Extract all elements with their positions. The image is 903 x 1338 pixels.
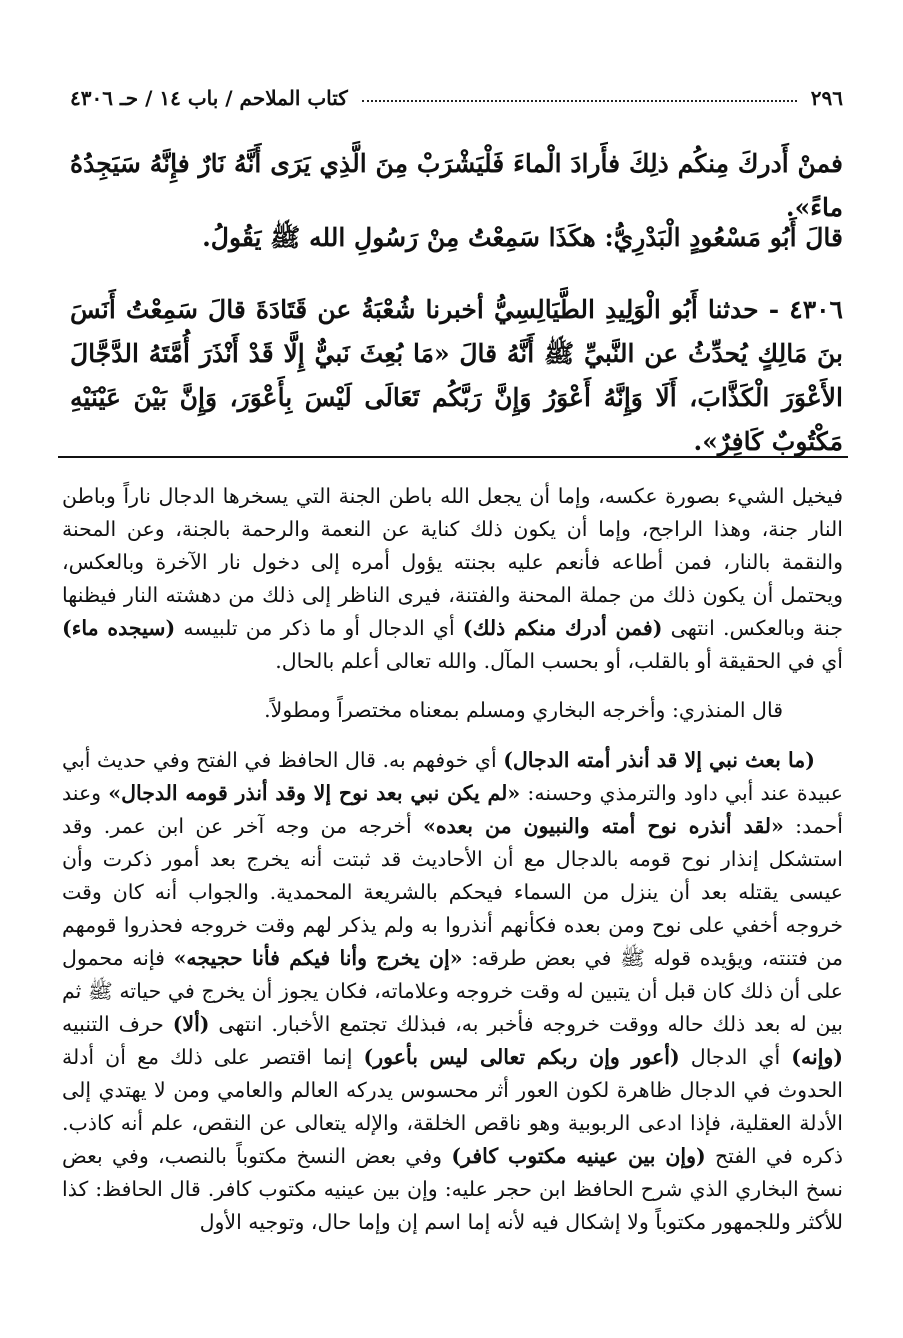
- commentary-text: فإنه محمول على أن ذلك كان قبل أن يتبين له وقت خروجه وعلاماته، فكان يجوز أن يخرج في حياته ﷺ ثم بين له بعد ذلك حاله ووقت خروجه فأخبر به، فبذلك تجتمع الأخبار. انتهى: [62, 946, 843, 1036]
- commentary-text: أخرجه من وجه آخر عن ابن عمر. وقد استشكل إنذار نوح قومه بالدجال مع أن الأحاديث قد ثبتت أنه يخرج بعد أمور ذكرت وأن عيسى يقتله بعد أن ينزل من السماء فيحكم بالشريعة المحمدية. والجواب أنه كان وقت خروجه أخفي على نوح ومن بعده فكأنهم أنذروا به ولم يذكر لهم وقت خروجه فحذروا قومهم من فتنته، ويؤيده قوله ﷺ في بعض طرقه:: [62, 814, 843, 970]
- commentary-text: أي الدجال أو ما ذكر من تلبيسه: [183, 616, 455, 640]
- quoted-hadith: «لقد أنذره نوح أمته والنبيون من بعده»: [423, 814, 784, 838]
- commentary-text: إنما اقتصر على ذلك مع أن أدلة الحدوث في الدجال ظاهرة لكون العور أثر محسوس يدركه العالم والعامي ومن لا يهتدي إلى الأدلة العقلية، فإذا ادعى الربوبية وهو ناقص الخلقة، والإله يتعالى عن النقص، علم أنه كاذب. ذكره في الفتح: [62, 1045, 843, 1168]
- quoted-phrase: (ما بعث نبي إلا قد أنذر أمته الدجال): [503, 748, 815, 772]
- footnote-divider: [58, 456, 848, 458]
- commentary-text: وعند أحمد:: [62, 781, 843, 838]
- quoted-phrase: (ألا): [172, 1012, 210, 1036]
- running-title: كتاب الملاحم / باب ١٤ / حـ ٤٣٠٦: [70, 86, 348, 110]
- page-number: ٢٩٦: [810, 86, 843, 110]
- commentary-text: أي الدجال: [690, 1045, 781, 1069]
- hadith-4306: [70, 288, 843, 464]
- commentary-text: فيخيل الشيء بصورة عكسه، وإما أن يجعل الله باطن الجنة التي يسخرها الدجال ناراً وباطن النار جنة، وهذا الراجح، وإما أن يكون ذلك كناية عن النعمة والرحمة بالجنة، وعن المحنة والنقمة بالنار، فمن أطاعه فأنعم عليه بجنته يؤول أمره إلى دخول نار الآخرة وبالعكس، ويحتمل أن يكون ذلك من جملة المحنة والفتنة، فيرى الناظر إلى ذلك من دهشته النار فيظنها جنة وبالعكس. انتهى: [62, 484, 844, 640]
- quoted-hadith: «إن يخرج وأنا فيكم فأنا حجيجه»: [173, 946, 463, 970]
- commentary-text: أي خوفهم به. قال الحافظ في الفتح وفي حديث أبي عبيدة عند أبي داود والترمذي وحسنه:: [62, 748, 843, 805]
- hadith-text-line-2: قالَ أَبُو مَسْعُودٍ الْبَدْرِيُّ: هكَذَا سَمِعْتُ مِنْ رَسُولِ الله ﷺ يَقُولُ.: [202, 223, 843, 252]
- hadith-number: ٤٣٠٦ -: [768, 295, 843, 324]
- commentary-text: أي في الحقيقة أو بالقلب، أو بحسب المآل. والله تعالى أعلم بالحال.: [275, 649, 843, 673]
- hadith-text-line-1: فمنْ أَدركَ مِنكُم ذلِكَ فأَرادَ الْماءَ فَلْيَشْرَبْ مِنَ الَّذِي يَرَى أَنَّهُ نَارٌ فإِنَّهُ سَيَجِدُهُ ماءً».: [70, 149, 843, 222]
- commentary-block: [62, 744, 843, 1239]
- quoted-phrase: (وإنه): [791, 1045, 843, 1069]
- commentary-paragraph-1: [62, 480, 843, 678]
- quoted-phrase: (أعور وإن ربكم تعالى ليس بأعور): [363, 1045, 680, 1069]
- quoted-hadith: «لم يكن نبي بعد نوح إلا وقد أنذر قومه الدجال»: [108, 781, 521, 805]
- quoted-phrase: (وإن بين عينيه مكتوب كافر): [451, 1144, 706, 1168]
- page-header: [70, 80, 843, 116]
- header-leader-dots: [362, 100, 797, 102]
- mundhiri-note: قال المنذري: وأخرجه البخاري ومسلم بمعناه مختصراً ومطولاً.: [264, 698, 783, 722]
- commentary-text: وفي بعض النسخ مكتوباً بالنصب، وفي بعض نسخ البخاري الذي شرح الحافظ ابن حجر عليه: وإن بين عينيه مكتوب كافر. قال الحافظ: كذا للأكثر وللجمهور مكتوباً ولا إشكال فيه لأنه إما اسم إن وإما حال، وتوجيه الأول: [62, 1144, 843, 1234]
- hadith-body: حدثنا أَبُو الْوَلِيدِ الطَّيَالِسِيُّ أخبرنا شُعْبَةُ عن قَتَادَةَ قالَ سَمِعْتُ أَنَسَ بنَ مَالِكٍ يُحدِّثُ عن النَّبيِّ ﷺ أَنَّهُ قالَ «مَا بُعِثَ نَبيٌّ إِلَّا قَدْ أَنْذَرَ أُمَّتَهُ الدَّجَّالَ الأَعْوَرَ الْكَذَّابَ، أَلَا وَإِنَّهُ أَعْوَرُ وَإِنَّ رَبَّكُم تَعَالَى لَيْسَ بِأَعْوَرَ، وَإِنَّ بَيْنَ عَيْنَيْهِ مَكْتُوبٌ كَافِرٌ».: [70, 295, 843, 456]
- quoted-phrase: (فمن أدرك منكم ذلك): [462, 616, 663, 640]
- commentary-paragraph-3: [62, 744, 843, 1239]
- commentary-text: حرف التنبيه: [62, 1012, 164, 1036]
- quoted-phrase: (سيجده ماء): [62, 616, 176, 640]
